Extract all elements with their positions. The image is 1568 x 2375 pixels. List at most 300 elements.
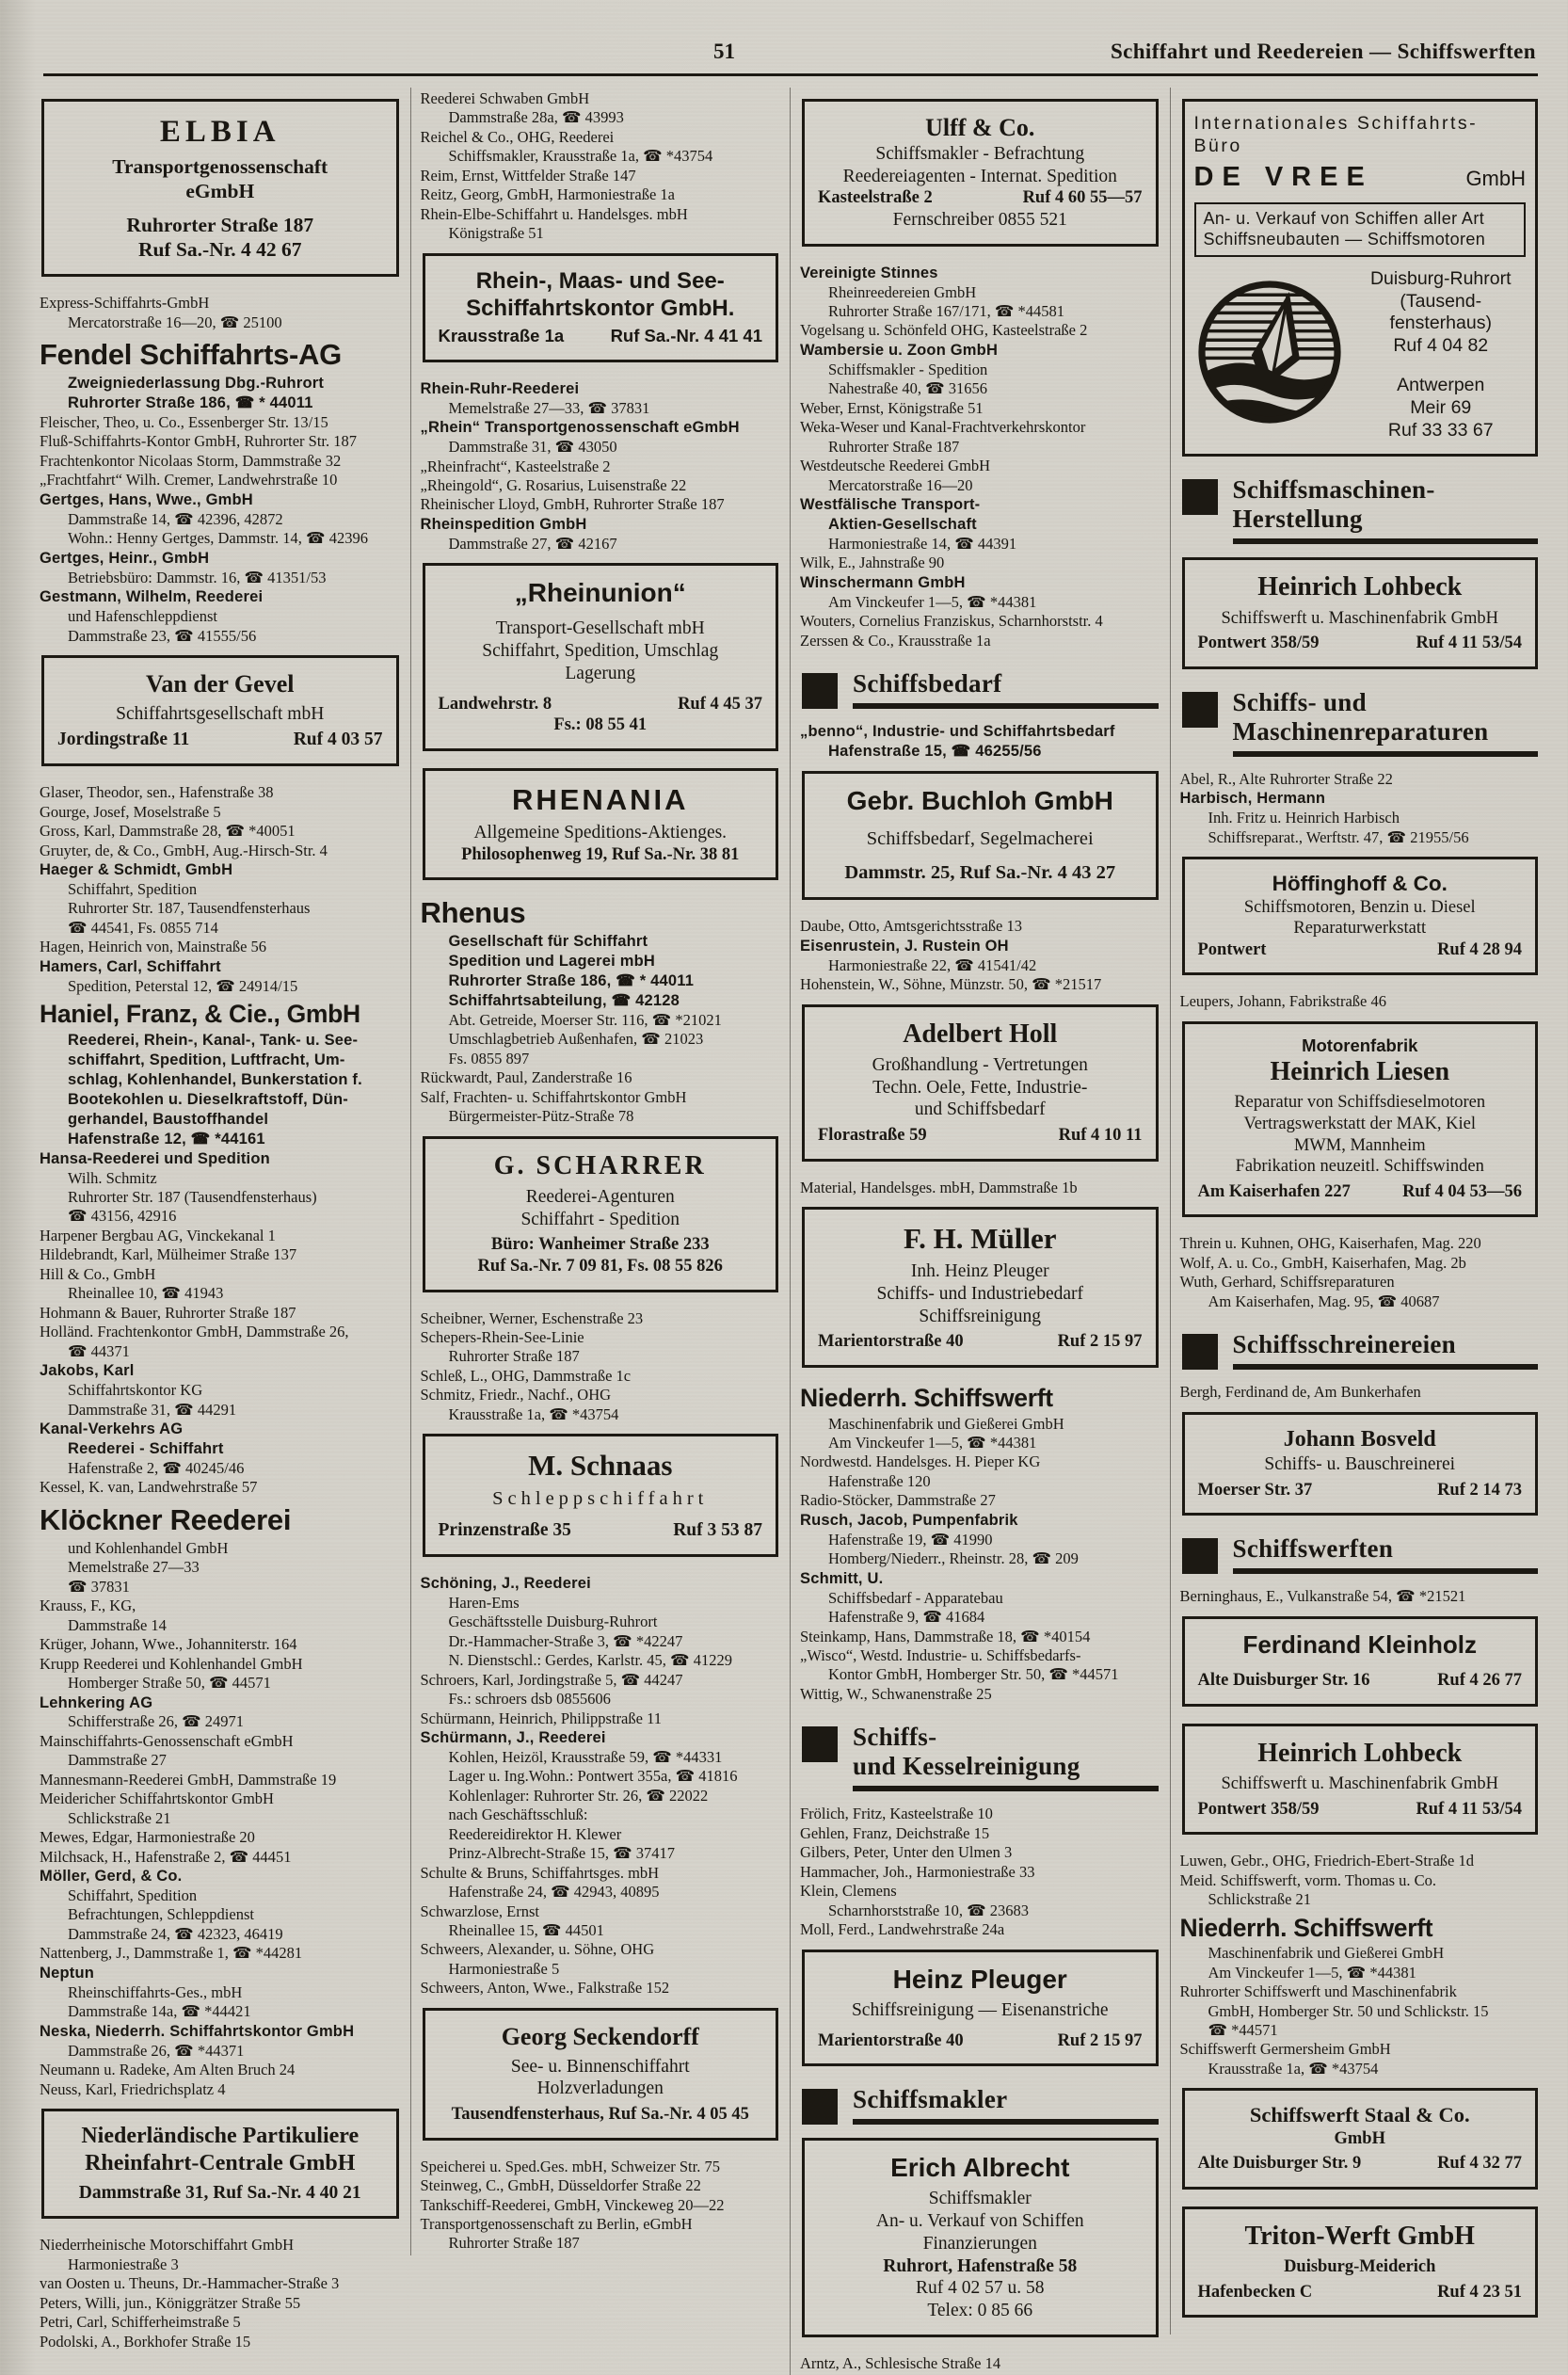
ad-line: An- u. Verkauf von Schiffen	[875, 2211, 1084, 2232]
ad-title: ELBIA	[159, 115, 280, 149]
ad-line	[1194, 2153, 1527, 2174]
column-4	[1170, 88, 1550, 2335]
ad-line: Ruf Sa.-Nr. 7 09 81, Fs. 08 55 826	[477, 1256, 723, 1276]
entry-line: Schifferstraße 26, ☎ 24971	[68, 1712, 245, 1731]
entry-name: Spedition und Lagerei mbH	[448, 953, 656, 971]
ad-line: Rheinfahrt-Centrale GmbH	[85, 2151, 356, 2176]
entry-line: Schlickstraße 21	[1208, 1890, 1312, 1909]
entry-line: Am Vinckeufer 1—5, ☎ *44381	[828, 592, 1037, 611]
ad-title: Heinrich Lohbeck	[1257, 1738, 1463, 1768]
section-title-block	[1233, 1330, 1539, 1370]
entry-line: Fluß-Schiffahrts-Kontor GmbH, Ruhrorter Str. 187	[40, 432, 358, 451]
entry-line: Nordwestd. Handelsges. H. Pieper KG	[800, 1452, 1041, 1471]
entry-line: Harmoniestraße 5	[448, 1959, 560, 1978]
ad-line-right: Ruf 3 53 87	[673, 1520, 762, 1541]
entry-line: Ruhrorter Straße 167/171, ☎ *44581	[828, 302, 1065, 321]
entry-name: Fendel Schiffahrts-AG	[40, 338, 342, 372]
ad-line	[1194, 1799, 1527, 1821]
entry-line: Mercatorstraße 16—20	[828, 475, 973, 494]
entry-group	[800, 917, 1160, 994]
entry-line: Homberg/Niederr., Rheinstr. 28, ☎ 209	[828, 1549, 1079, 1568]
entry-group	[421, 1574, 781, 1998]
ship-logo	[1194, 277, 1356, 433]
ad-line: Schiffs- u. Bauschreinerei	[1264, 1453, 1456, 1474]
entry-line: Schlickstraße 21	[68, 1808, 171, 1827]
section-underline-bar	[853, 703, 1159, 709]
entry-line: Mewes, Edgar, Harmoniestraße 20	[40, 1828, 255, 1847]
entry-group	[800, 264, 1160, 651]
ad-heinrich-lohbeck-1	[1182, 557, 1539, 668]
services-box	[1194, 202, 1527, 257]
ad-line	[814, 1125, 1146, 1147]
entry-group	[421, 2158, 781, 2254]
address-line: (Tausend-	[1400, 290, 1482, 312]
ad-van-der-gevel	[41, 655, 399, 766]
entry-name: schlag, Kohlenhandel, Bunkerstation f.	[68, 1070, 362, 1088]
ad-ferdinand-kleinholz	[1182, 1616, 1539, 1707]
column-3	[790, 88, 1170, 2375]
ad-title: „Rheinunion“	[514, 578, 686, 608]
entry-line: Krüger, Johann, Wwe., Johanniterstr. 164	[40, 1635, 297, 1654]
entry-name: Haeger & Schmidt, GmbH	[40, 861, 233, 879]
ad-line: See- u. Binnenschiffahrt	[510, 2056, 690, 2077]
entry-line: Krupp Reederei und Kohlenhandel GmbH	[40, 1654, 303, 1673]
ad-heinz-pleuger	[802, 1950, 1159, 2067]
entry-line: Harmoniestraße 14, ☎ 44391	[828, 534, 1017, 553]
ad-line: Reparaturwerkstatt	[1293, 919, 1427, 939]
entry-line: ☎ *44571	[1208, 2021, 1278, 2040]
ad-line: Telex: 0 85 66	[927, 2301, 1033, 2321]
ad-line-right: Ruf 2 14 73	[1437, 1480, 1522, 1500]
entry-line: Lager u. Ing.Wohn.: Pontwert 355a, ☎ 41816	[448, 1767, 738, 1786]
entry-line: Schiffswerft Germersheim GmbH	[1179, 2040, 1391, 2059]
entry-line: Dammstraße 27, ☎ 42167	[448, 534, 617, 553]
ad-g-scharrer	[423, 1136, 779, 1292]
entry-line: Express-Schiffahrts-GmbH	[40, 294, 210, 313]
entry-line: Am Vinckeufer 1—5, ☎ *44381	[1208, 1963, 1416, 1982]
ad-elbia	[41, 99, 399, 277]
entry-line: Abel, R., Alte Ruhrorter Straße 22	[1179, 769, 1393, 788]
entry-line: Hafenstraße 120	[828, 1471, 931, 1490]
service-line: Schiffsneubauten — Schiffsmotoren	[1203, 229, 1486, 249]
entry-line: Schiffahrt, Spedition	[68, 1886, 198, 1905]
address-line: Ruf 33 33 67	[1387, 419, 1494, 441]
entry-group	[421, 897, 781, 1127]
entry-name: Zweigniederlassung Dbg.-Ruhrort	[68, 375, 325, 393]
entry-line: Kohlenlager: Ruhrorter Str. 26, ☎ 22022	[448, 1786, 709, 1805]
entry-line: Westdeutsche Reederei GmbH	[800, 457, 991, 475]
entry-line: Schiffahrtskontor KG	[68, 1381, 203, 1400]
entry-name: Ruhrorter Straße 186, ☎ * 44011	[68, 394, 313, 412]
ad-line: MWM, Mannheim	[1293, 1135, 1426, 1155]
entry-line: Kontor GmbH, Homberger Str. 50, ☎ *44571	[828, 1665, 1119, 1684]
entry-name: „Rhein“ Transportgenossenschaft eGmbH	[420, 419, 740, 437]
entry-group	[800, 1805, 1160, 1939]
entry-line: Tankschiff-Reederei, GmbH, Vinckeweg 20—22	[420, 2195, 725, 2214]
columns-container	[28, 78, 1551, 2375]
ad-line	[1194, 1480, 1527, 1501]
entry-name: Reederei - Schiffahrt	[68, 1439, 224, 1457]
ad-line-left: Prinzenstraße 35	[438, 1520, 571, 1541]
entry-line: Hagen, Heinrich von, Mainstraße 56	[40, 938, 267, 956]
entry-line: Wittig, W., Schwanenstraße 25	[800, 1684, 992, 1703]
entry-line: Königstraße 51	[448, 224, 544, 243]
section-title: Schiffsmaschinen-	[1232, 475, 1435, 505]
entry-name: Neska, Niederrh. Schiffahrtskontor GmbH	[40, 2022, 355, 2040]
entry-line: Harpener Bergbau AG, Vinckekanal 1	[40, 1226, 276, 1244]
entry-line: ☎ 43156, 42916	[68, 1207, 177, 1226]
entry-line: Dammstraße 14a, ☎ *44421	[68, 2002, 251, 2021]
section-title-block	[1233, 1534, 1539, 1574]
entry-line: Hafenstraße 19, ☎ 41990	[828, 1530, 993, 1549]
ad-line: Lagerung	[565, 664, 636, 684]
ad-niederlaendische-partikuliere	[41, 2109, 399, 2219]
entry-line: Schmitz, Friedr., Nachf., OHG	[420, 1386, 612, 1404]
entry-line: Gruyter, de, & Co., GmbH, Aug.-Hirsch-Str. 4	[40, 841, 328, 859]
entry-line: Hafenstraße 2, ☎ 40245/46	[68, 1458, 245, 1477]
ad-line-right: Ruf 4 45 37	[678, 694, 762, 714]
ad-line: Dammstraße 31, Ruf Sa.-Nr. 4 40 21	[78, 2182, 361, 2203]
ad-line-right: Ruf 2 15 97	[1057, 1332, 1143, 1352]
entry-line: Gilbers, Peter, Unter den Ulmen 3	[800, 1843, 1013, 1862]
ad-line-right: Ruf 4 32 77	[1437, 2154, 1522, 2174]
entry-name: Niederrh. Schiffswerft	[1179, 1913, 1433, 1942]
entry-line: Ruhrorter Schiffswerft und Maschinenfabrik	[1179, 1982, 1457, 2001]
entry-line: Geschäftsstelle Duisburg-Ruhrort	[448, 1613, 658, 1631]
entry-line: Schweers, Anton, Wwe., Falkstraße 152	[420, 1979, 670, 1998]
ad-line-left: Pontwert	[1197, 939, 1267, 959]
entry-name: Gertges, Hans, Wwe., GmbH	[40, 490, 253, 508]
ad-line: Techn. Oele, Fette, Industrie-	[872, 1077, 1088, 1098]
ad-line-left: Florastraße 59	[818, 1126, 927, 1146]
ad-title: F. H. Müller	[904, 1222, 1057, 1256]
ad-heinrich-lohbeck-2	[1182, 1724, 1539, 1835]
entry-name: Schiffahrtsabteilung, ☎ 42128	[448, 992, 680, 1010]
ad-line	[435, 326, 767, 347]
ad-title: Rhein-, Maas- und See-	[475, 267, 725, 294]
section-title-block	[853, 2085, 1159, 2125]
ad-line: Schiffswerft u. Maschinenfabrik GmbH	[1221, 1774, 1499, 1794]
entry-line: Maschinenfabrik und Gießerei GmbH	[828, 1414, 1064, 1433]
entry-line: Berninghaus, E., Vulkanstraße 54, ☎ *21521	[1179, 1587, 1466, 1606]
entry-line: „Wisco“, Westd. Industrie- u. Schiffsbedarfs-	[800, 1645, 1081, 1664]
entry-line: Reedereidirektor H. Klewer	[448, 1824, 622, 1843]
entry-line: Mainschiffahrts-Genossenschaft eGmbH	[40, 1731, 294, 1750]
entry-line: Meid. Schiffswerft, vorm. Thomas u. Co.	[1179, 1870, 1437, 1889]
entry-line: Ruhrorter Straße 187	[448, 2234, 580, 2253]
entry-group	[1180, 1852, 1541, 2078]
ad-fh-mueller	[802, 1207, 1159, 1368]
entry-line: Reim, Ernst, Wittfelder Straße 147	[420, 166, 636, 185]
entry-line: Schiffsmakler, Krausstraße 1a, ☎ *43754	[448, 147, 713, 166]
ad-triton-werft	[1182, 2207, 1539, 2318]
entry-line: „Rheinfracht“, Kasteelstraße 2	[420, 457, 611, 475]
entry-line: Steinweg, C., GmbH, Düsseldorfer Straße 22	[420, 2176, 701, 2195]
entry-line: Spedition, Peterstal 12, ☎ 24914/15	[68, 976, 298, 995]
ad-title: G. SCHARRER	[493, 1150, 707, 1180]
ad-gebr-buchloh	[802, 771, 1159, 900]
ad-rhenania	[423, 768, 779, 880]
ad-line-left: Am Kaiserhafen 227	[1197, 1181, 1351, 1201]
entry-name: Gesellschaft für Schiffahrt	[448, 933, 648, 951]
entry-line: Schiffahrt, Spedition	[68, 880, 198, 899]
ad-title: Heinrich Lohbeck	[1257, 572, 1463, 602]
address-block	[1356, 268, 1527, 441]
section-marker-square	[1182, 1334, 1218, 1370]
entry-line: Podolski, A., Borkhofer Straße 15	[40, 2332, 251, 2351]
entry-line: Bürgermeister-Pütz-Straße 78	[448, 1107, 634, 1126]
entry-group	[421, 1309, 781, 1425]
section-schiffswerften	[1182, 1534, 1539, 1574]
entry-name: Harbisch, Hermann	[1179, 790, 1326, 808]
address-line: Meir 69	[1410, 396, 1472, 418]
ad-line-right: Ruf 4 60 55—57	[1022, 188, 1143, 208]
entry-line: Holländ. Frachtenkontor GmbH, Dammstraße 26,	[40, 1323, 349, 1341]
entry-line: und Kohlenhandel GmbH	[68, 1538, 229, 1557]
ad-line-right: Ruf Sa.-Nr. 4 41 41	[610, 326, 762, 346]
entry-line: Niederrheinische Motorschiffahrt GmbH	[40, 2236, 295, 2255]
ad-de-vree	[1182, 99, 1539, 457]
entry-group	[40, 2236, 401, 2351]
entry-group	[1180, 1383, 1541, 1402]
entry-name: Rheinspedition GmbH	[420, 515, 587, 533]
entry-name: Gestmann, Wilhelm, Reederei	[40, 588, 264, 606]
entry-line: Arntz, A., Schlesische Straße 14	[800, 2353, 1001, 2372]
entry-group	[1180, 770, 1541, 847]
spacer	[1356, 358, 1527, 375]
entry-line: Homberger Straße 50, ☎ 44571	[68, 1674, 271, 1693]
section-title-block	[853, 669, 1159, 709]
ad-line	[435, 694, 767, 715]
entry-line: Gehlen, Franz, Deichstraße 15	[800, 1823, 990, 1842]
section-underline-bar	[1233, 1364, 1539, 1370]
entry-line: Schürmann, Heinrich, Philippstraße 11	[420, 1709, 662, 1727]
ad-line: Schiffsmakler	[928, 2189, 1032, 2209]
section-title-block	[853, 1723, 1159, 1791]
ad-line-right: Ruf 4 04 53—56	[1402, 1181, 1522, 1201]
entry-name: Rusch, Jacob, Pumpenfabrik	[800, 1511, 1018, 1529]
entry-line: Hammacher, Joh., Harmoniestraße 33	[800, 1862, 1035, 1881]
entry-line: Frachtenkontor Nicolaas Storm, Dammstraße 32	[40, 451, 342, 470]
entry-line: Befrachtungen, Schleppdienst	[68, 1905, 254, 1924]
ad-line: eGmbH	[185, 180, 255, 203]
ad-line-right: Ruf 4 26 77	[1437, 1671, 1522, 1691]
ad-line: GmbH	[1334, 2128, 1385, 2148]
ad-heinrich-liesen	[1182, 1021, 1539, 1218]
ad-hoeffinghoff	[1182, 857, 1539, 975]
address-line: Antwerpen	[1397, 374, 1485, 395]
ad-line	[814, 187, 1146, 209]
entry-line: Umschlagbetrieb Außenhafen, ☎ 21023	[448, 1030, 704, 1049]
entry-line: Wuth, Gerhard, Schiffsreparaturen	[1179, 1273, 1395, 1292]
entry-line: Kohlen, Heizöl, Krausstraße 59, ☎ *44331	[448, 1747, 723, 1766]
ad-line: Schiffsreinigung	[919, 1306, 1042, 1326]
entry-line: Dammstraße 23, ☎ 41555/56	[68, 626, 257, 645]
entry-line: Vogelsang u. Schönfeld OHG, Kasteelstraße 2	[800, 321, 1088, 340]
ad-line-left: Marientorstraße 40	[818, 1332, 964, 1352]
column-2	[410, 88, 791, 2255]
page-number: 51	[713, 40, 735, 63]
entry-name: Ruhrorter Straße 186, ☎ * 44011	[448, 972, 695, 990]
ad-line: Schiffswerft u. Maschinenfabrik GmbH	[1221, 608, 1499, 628]
service-line: An- u. Verkauf von Schiffen aller Art	[1203, 208, 1485, 228]
section-marker-square	[802, 673, 838, 709]
ad-line	[814, 1331, 1146, 1353]
ad-title: Georg Seckendorff	[501, 2022, 699, 2050]
entry-line: Speicherei u. Sped.Ges. mbH, Schweizer Str. 75	[420, 2157, 720, 2175]
entry-line: Am Vinckeufer 1—5, ☎ *44381	[828, 1433, 1037, 1452]
ad-title: Erich Albrecht	[890, 2153, 1070, 2183]
brand-row	[1194, 161, 1527, 194]
entry-group	[421, 89, 781, 244]
entry-line: Ruhrorter Straße 187	[448, 1347, 580, 1366]
section-marker-square	[802, 1726, 838, 1762]
ad-line-left: Kasteelstraße 2	[818, 188, 933, 208]
ad-line	[1194, 939, 1527, 961]
entry-line: „Rheingold“, G. Rosarius, Luisenstraße 22	[420, 475, 687, 494]
entry-line: Haren-Ems	[448, 1593, 520, 1612]
entry-line: Dammstraße 31, ☎ 44291	[68, 1400, 237, 1419]
section-schiffsmaschinen-herstellung	[1182, 475, 1539, 544]
entry-line: Ruhrorter Straße 187	[828, 437, 960, 456]
entry-line: ☎ 44541, Fs. 0855 714	[68, 918, 218, 937]
entry-name: Eisenrustein, J. Rustein OH	[800, 937, 1009, 955]
ad-line-right: Ruf 4 10 11	[1058, 1126, 1143, 1146]
entry-name: Westfälische Transport-	[800, 496, 981, 514]
section-title: Schiffs-	[853, 1723, 937, 1752]
entry-line: Hohenstein, W., Söhne, Münzstr. 50, ☎ *21517	[800, 975, 1102, 994]
entry-line: Ruhrorter Str. 187, Tausendfensterhaus	[68, 899, 311, 918]
ad-line: Finanzierungen	[922, 2233, 1037, 2254]
entry-line: Maschinenfabrik und Gießerei GmbH	[1208, 1944, 1445, 1963]
entry-group	[421, 379, 781, 554]
ad-line-left: Pontwert 358/59	[1197, 1799, 1320, 1819]
ad-line-left: Moerser Str. 37	[1197, 1480, 1313, 1500]
ad-line: Reparatur von Schiffsdieselmotoren	[1234, 1093, 1486, 1113]
address-line: Duisburg-Ruhrort	[1369, 267, 1512, 289]
section-underline-bar	[1233, 1568, 1539, 1574]
entry-line: Scharnhorststraße 10, ☎ 23683	[828, 1901, 1030, 1919]
address-line: fensterhaus)	[1389, 313, 1492, 334]
entry-group	[800, 1179, 1160, 1197]
section-title: und Kesselreinigung	[853, 1752, 1080, 1781]
ad-line-left: Alte Duisburger Str. 9	[1197, 2154, 1362, 2174]
ad-title: Heinz Pleuger	[892, 1964, 1067, 1994]
ad-line-right: Ruf 4 11 53/54	[1416, 1799, 1522, 1819]
entry-group	[800, 1385, 1160, 1704]
entry-group	[1180, 1234, 1541, 1311]
section-marker-square	[1182, 479, 1218, 515]
ad-line: Ruhrort, Hafenstraße 58	[883, 2255, 1078, 2276]
section-title-block	[1233, 475, 1539, 544]
entry-line: Dammstraße 14	[68, 1615, 167, 1634]
ad-title: Internationales Schiffahrts-Büro	[1193, 113, 1479, 156]
entry-line: Am Kaiserhafen, Mag. 95, ☎ 40687	[1208, 1292, 1440, 1310]
ad-line: Transportgenossenschaft	[112, 155, 328, 179]
entry-name: Niederrh. Schiffswerft	[800, 1383, 1053, 1412]
entry-line: Rheinischer Lloyd, GmbH, Ruhrorter Straße 187	[420, 495, 725, 514]
entry-name: Schürmann, J., Reederei	[420, 1728, 606, 1746]
entry-line: Hafenstraße 9, ☎ 41684	[828, 1608, 985, 1627]
ad-title: Johann Bosveld	[1283, 1426, 1436, 1452]
section-title: Schiffsschreinereien	[1232, 1330, 1456, 1359]
entry-line: Rückwardt, Paul, Zanderstraße 16	[420, 1068, 632, 1087]
entry-line: Material, Handelsges. mbH, Dammstraße 1b	[800, 1178, 1078, 1196]
ad-line-left: Landwehrstr. 8	[438, 694, 552, 714]
entry-line: Harmoniestraße 3	[68, 2255, 179, 2273]
entry-line: Moll, Ferd., Landwehrstraße 24a	[800, 1920, 1005, 1939]
ad-ulff-co	[802, 99, 1159, 247]
entry-line: Mercatorstraße 16—20, ☎ 25100	[68, 313, 282, 331]
entry-line: Wohn.: Henny Gertges, Dammstr. 14, ☎ 42396	[68, 529, 368, 548]
entry-line: Schleß, L., OHG, Dammstraße 1c	[420, 1366, 632, 1385]
ad-line: und Schiffsbedarf	[914, 1099, 1046, 1120]
entry-name: Aktien-Gesellschaft	[828, 516, 977, 534]
entry-name: gerhandel, Baustoffhandel	[68, 1110, 269, 1128]
entry-group	[1180, 1587, 1541, 1606]
entry-line: Dammstraße 28a, ☎ 43993	[448, 108, 624, 127]
ad-line-left: Pontwert 358/59	[1197, 634, 1320, 653]
entry-line: Rheinallee 15, ☎ 44501	[448, 1921, 604, 1940]
entry-line: Schwarzlose, Ernst	[420, 1902, 539, 1920]
entry-name: Hafenstraße 12, ☎ *44161	[68, 1130, 265, 1147]
entry-name: Rhenus	[420, 896, 526, 930]
entry-line: Fs.: schroers dsb 0855606	[448, 1690, 611, 1709]
ad-line: Schleppschiffahrt	[492, 1488, 709, 1510]
entry-line: nach Geschäftsschluß:	[448, 1805, 588, 1824]
ad-line: Schiffsbedarf, Segelmacherei	[866, 828, 1094, 850]
entry-line: Schepers-Rhein-See-Linie	[420, 1328, 584, 1346]
entry-line: Klein, Clemens	[800, 1882, 897, 1901]
entry-line: Dammstraße 14, ☎ 42396, 42872	[68, 509, 283, 528]
ad-line: Schiffsmotoren, Benzin u. Diesel	[1243, 897, 1476, 917]
ad-line: Schiffahrt, Spedition, Umschlag	[482, 641, 719, 662]
entry-line: Schiffsreparat., Werftstr. 47, ☎ 21955/56	[1208, 827, 1469, 846]
ad-line: Reederei-Agenturen	[525, 1186, 675, 1207]
entry-group	[40, 783, 401, 2099]
ad-line: Inh. Heinz Pleuger	[910, 1260, 1049, 1281]
entry-line: Memelstraße 27—33	[68, 1558, 200, 1577]
section-marker-square	[802, 2089, 838, 2125]
ad-line	[1194, 633, 1527, 654]
entry-name: Wambersie u. Zoon GmbH	[800, 341, 999, 359]
ad-line: Schiffsmakler - Befrachtung	[875, 143, 1085, 164]
entry-name: Kanal-Verkehrs AG	[40, 1420, 184, 1437]
section-marker-square	[1182, 1538, 1218, 1574]
entry-line: Threin u. Kuhnen, OHG, Kaiserhafen, Mag. 220	[1179, 1234, 1481, 1253]
ad-title: Adelbert Holl	[903, 1019, 1058, 1049]
section-schiffs-und-kesselreinigung	[802, 1723, 1159, 1791]
entry-line: Schulte & Bruns, Schiffahrtsges. mbH	[420, 1863, 660, 1882]
section-underline-bar	[1233, 751, 1539, 757]
entry-group	[800, 722, 1160, 762]
ad-line	[1194, 2282, 1527, 2303]
entry-line: Neumann u. Radeke, Am Alten Bruch 24	[40, 2061, 296, 2079]
entry-line: Memelstraße 27—33, ☎ 37831	[448, 398, 650, 417]
entry-line: Hafenstraße 24, ☎ 42943, 40895	[448, 1883, 660, 1902]
ad-title: Ulff & Co.	[925, 114, 1035, 141]
entry-line: ☎ 44371	[68, 1341, 130, 1360]
entry-line: Betriebsbüro: Dammstr. 16, ☎ 41351/53	[68, 568, 327, 586]
entry-line: Milchsack, H., Hafenstraße 2, ☎ 44451	[40, 1847, 292, 1866]
entry-line: Rheinschiffahrts-Ges., mbH	[68, 1982, 243, 2001]
brand-suffix: GmbH	[1465, 166, 1526, 190]
entry-line: Zerssen & Co., Krausstraße 1a	[800, 631, 991, 650]
entry-line: van Oosten u. Theuns, Dr.-Hammacher-Straße 3	[40, 2274, 340, 2293]
entry-line: Steinkamp, Hans, Dammstraße 18, ☎ *40154	[800, 1627, 1091, 1645]
ad-line-right: Ruf 4 03 57	[293, 730, 383, 750]
entry-name: Rhein-Ruhr-Reederei	[420, 379, 580, 397]
